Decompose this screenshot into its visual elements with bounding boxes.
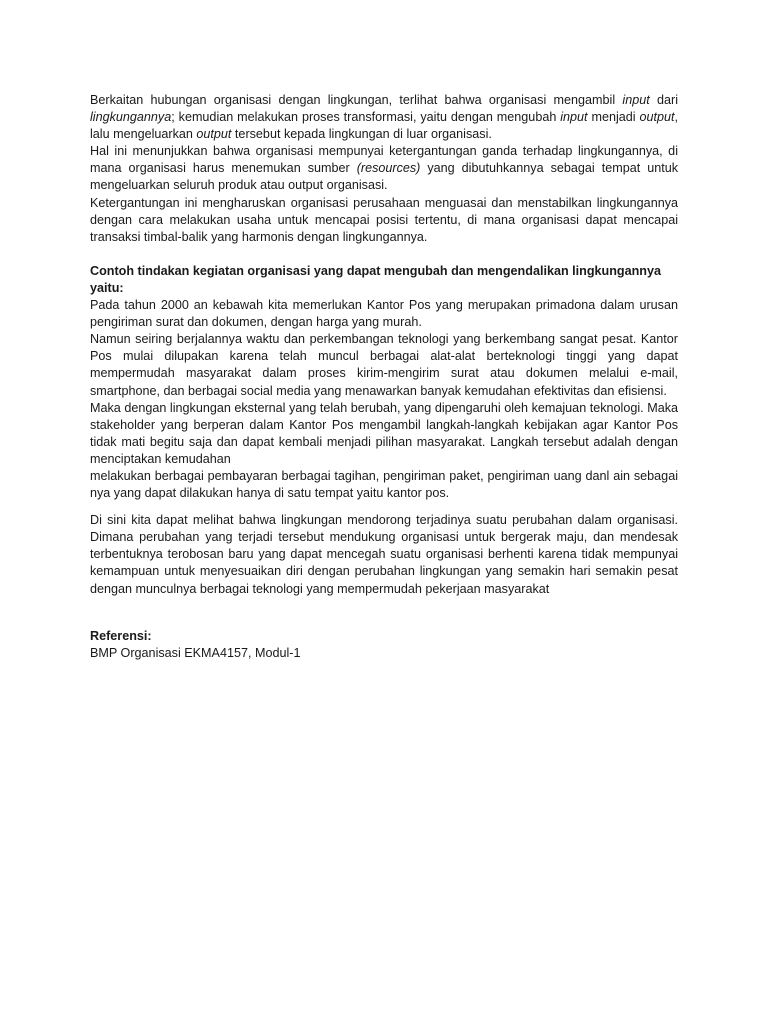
text-run: Hal ini menunjukkan bahwa organisasi mempunyai ketergantungan ganda terhadap lingkungannya, di mana organisasi harus menemukan sumber [90,144,678,176]
intro-paragraph-3: Ketergantungan ini mengharuskan organisasi perusahaan menguasai dan menstabilkan lingkungannya dengan cara melakukan usaha untuk mencapai posisi tertentu, di mana organisasi dapat mencapai transaksi timbal-balik yang harmonis dengan lingkungannya. [90,195,678,244]
text-run: , lalu mengeluarkan [90,110,678,142]
reference-heading: Referensi: [90,628,152,643]
text-run: menjadi [587,110,640,125]
text-run: ; kemudian melakukan proses transformasi, yaitu dengan mengubah [171,110,561,125]
spacer [90,502,678,512]
spacer [90,598,678,618]
intro-paragraph-1 [90,92,678,143]
reference-section [90,628,678,662]
conclusion-paragraph: Di sini kita dapat melihat bahwa lingkungan mendorong terjadinya suatu perubahan dalam organisasi. Dimana perubahan yang terjadi tersebut mendukung organisasi untuk bergerak maju, dan mendesak terbentuknya terobosan baru yang dapat mencegah suatu organisasi berhenti karena tidak mempunyai kemampuan untuk menyesuaikan diri dengan perubahan lingkungan yang semakin hari semakin pesat dengan munculnya berbagai teknologi yang mempermudah pekerjaan masyarakat [90,513,678,596]
text-run: yang dibutuhkannya sebagai tempat untuk mengeluarkan seluruh produk atau output organisasi. [90,161,679,193]
example-section [90,263,678,502]
reference-item: BMP Organisasi EKMA4157, Modul-1 [90,645,301,660]
example-paragraph-1: Pada tahun 2000 an kebawah kita memerlukan Kantor Pos yang merupakan primadona dalam urusan pengiriman surat dan dokumen, dengan harga yang murah. [90,298,678,330]
spacer [90,618,678,628]
example-paragraph-2: Namun seiring berjalannya waktu dan perkembangan teknologi yang berkembang sangat pesat. Kantor Pos mulai dilupakan karena telah muncul berbagai alat-alat berteknologi tinggi yang dapat mempermudah masyarakat dalam proses kirim-mengirim surat atau dokumen melalui e-mail, smartphone, dan berbagai social media yang menawarkan banyak kemudahan efektivitas dan efisiensi. [90,332,678,398]
intro-paragraph-2 [90,143,678,194]
italic-term: input [560,110,588,125]
italic-term: output [196,127,232,142]
example-paragraph-3: Maka dengan lingkungan eksternal yang telah berubah, yang dipengaruhi oleh kemajuan teknologi. Maka stakeholder yang berperan dalam Kantor Pos mengambil langkah-langkah kebijakan agar Kantor Pos tidak mati begitu saja dan dapat kembali menjadi pilihan masyarakat. Langkah tersebut adalah dengan menciptakan kemudahan [90,400,678,466]
document-page [90,92,678,662]
spacer [90,246,678,263]
intro-section [90,92,678,246]
example-paragraph-4: melakukan berbagai pembayaran berbagai tagihan, pengiriman paket, pengiriman uang danl ain sebagai nya yang dapat dilakukan hanya di satu tempat yaitu kantor pos. [90,468,678,501]
italic-term: lingkungannya [90,110,172,125]
text-run: tersebut kepada lingkungan di luar organisasi. [231,127,492,142]
italic-term: (resources) [356,161,421,176]
italic-term: input [622,93,650,107]
text-run: dari [649,93,678,107]
text-run: Berkaitan hubungan organisasi dengan lingkungan, terlihat bahwa organisasi mengambil [90,93,623,107]
italic-term: output [639,110,675,125]
conclusion-section [90,512,678,597]
example-heading: Contoh tindakan kegiatan organisasi yang dapat mengubah dan mengendalikan lingkungannya yaitu: [90,263,662,295]
